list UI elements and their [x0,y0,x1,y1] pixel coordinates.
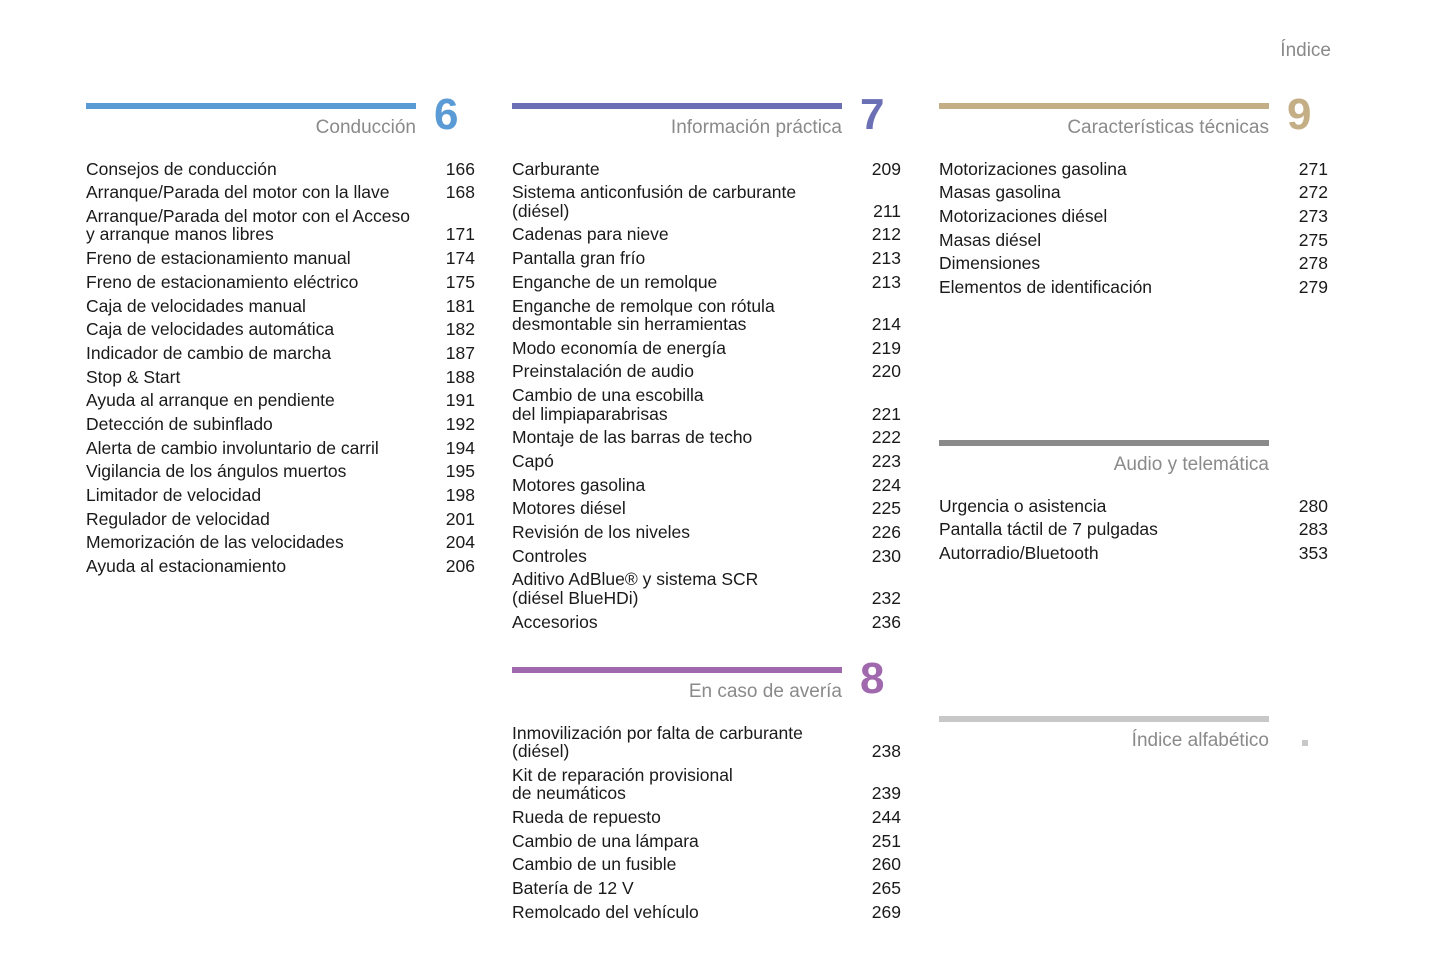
toc-entry-page: 278 [1298,253,1328,274]
section-color-bar [512,667,842,673]
toc-entry-label: Cadenas para nieve [512,224,669,245]
toc-entry-label: Carburante [512,158,600,179]
toc-entry[interactable] [86,341,475,365]
toc-entry-page: 251 [871,830,901,851]
toc-entry[interactable] [86,157,475,181]
section-title: Índice alfabético [1131,730,1269,751]
section-indice-alfabetico [939,716,1269,770]
toc-entry-page: 187 [445,342,475,363]
toc-entry-page: 230 [871,545,901,566]
toc-entry[interactable] [86,270,475,294]
toc-entry-label: Montaje de las barras de techo [512,427,753,448]
section-conduccion [86,90,475,578]
toc-entry[interactable] [939,518,1328,542]
toc-entry-page: 225 [871,498,901,519]
toc-entry-label: Controles [512,545,587,566]
toc-entry[interactable] [512,900,901,924]
toc-entry-page: 181 [445,295,475,316]
toc-entry-label: Accesorios [512,611,598,632]
toc-entry-label: Revisión de los niveles [512,522,691,543]
section-title: Características técnicas [1067,117,1269,138]
toc-entry[interactable] [86,318,475,342]
toc-entry-label: Inmovilización por falta de carburante (diésel) [512,722,803,762]
toc-entry-page: 232 [871,587,901,608]
toc-entry-label: Ayuda al arranque en pendiente [86,390,335,411]
toc-entry-label: Dimensiones [939,253,1041,274]
toc-entry[interactable] [86,412,475,436]
toc-entry-page: 206 [445,556,475,577]
toc-entry-page: 174 [445,248,475,269]
toc-entry[interactable] [86,389,475,413]
toc-entry-label: Limitador de velocidad [86,485,262,506]
toc-entry-page: 283 [1298,519,1328,540]
section-color-bar [86,103,416,109]
toc-entry-label: Regulador de velocidad [86,508,270,529]
toc-entry-page: 219 [871,337,901,358]
toc-entry[interactable] [512,876,901,900]
toc-entry[interactable] [86,181,475,205]
toc-entry[interactable] [86,460,475,484]
toc-entry-label: Elementos de identificación [939,277,1153,298]
toc-entry-label: Kit de reparación provisional de neumáticos [512,764,733,804]
section-color-bar [512,103,842,109]
toc-entry-page: 224 [871,474,901,495]
toc-entry[interactable] [86,294,475,318]
toc-entry-page: 212 [871,224,901,245]
toc-entry[interactable] [512,610,901,634]
toc-entry-page: 275 [1298,229,1328,250]
section-caracteristicas-tecnicas [939,90,1328,299]
entry-list [512,721,901,924]
toc-entry-page: 194 [445,437,475,458]
toc-entry-label: Sistema anticonfusión de carburante (diésel) [512,182,797,221]
toc-entry[interactable] [512,247,901,271]
toc-entry-page: 244 [871,806,901,827]
toc-entry-page: 182 [445,319,475,340]
toc-entry[interactable] [939,181,1328,205]
toc-entry[interactable] [86,555,475,579]
toc-entry[interactable] [512,270,901,294]
toc-entry-page: 238 [871,741,901,762]
toc-entry-label: Preinstalación de audio [512,361,694,382]
toc-entry[interactable] [86,247,475,271]
toc-entry[interactable] [512,426,901,450]
section-color-bar [939,440,1269,446]
toc-entry-page: 213 [871,248,901,269]
page-header-title: Índice [1280,40,1331,61]
toc-entry-page: 175 [445,271,475,292]
toc-entry[interactable] [86,436,475,460]
toc-entry-label: Capó [512,450,554,471]
toc-entry[interactable] [512,544,901,568]
toc-entry[interactable] [939,494,1328,518]
toc-entry-label: Arranque/Parada del motor con la llave [86,182,390,203]
section-title: Conducción [315,117,416,138]
toc-entry[interactable] [512,520,901,544]
toc-entry[interactable] [86,204,475,246]
toc-entry-label: Memorización de las velocidades [86,532,344,553]
toc-entry-label: Enganche de remolque con rótula desmontable sin herramientas [512,295,775,335]
section-title: En caso de avería [688,681,842,702]
toc-entry-page: 236 [871,611,901,632]
toc-entry-label: Pantalla gran frío [512,248,646,269]
toc-entry-page: 226 [871,522,901,543]
toc-entry-page: 188 [445,366,475,387]
toc-entry-label: Freno de estacionamiento manual [86,248,351,269]
toc-entry-label: Rueda de repuesto [512,806,661,827]
section-title: Información práctica [670,117,842,138]
toc-entry-page: 192 [445,413,475,434]
toc-entry-label: Arranque/Parada del motor con el Acceso y arranque manos libres [86,205,410,245]
toc-entry-page: 271 [1298,158,1328,179]
toc-entry-label: Freno de estacionamiento eléctrico [86,271,359,292]
toc-entry[interactable] [512,223,901,247]
square-marker-icon [1302,740,1308,746]
toc-entry[interactable] [512,568,901,610]
toc-entry-page: 272 [1298,182,1328,203]
toc-entry-label: Alerta de cambio involuntario de carril [86,437,379,458]
toc-entry-page: 260 [871,854,901,875]
toc-entry-label: Detección de subinflado [86,413,273,434]
section-informacion-practica [512,90,901,634]
toc-entry-page: 166 [445,158,475,179]
toc-entry-label: Batería de 12 V [512,878,634,899]
toc-entry-label: Enganche de un remolque [512,271,718,292]
toc-entry-label: Cambio de una escobilla del limpiaparabrisas [512,385,704,424]
toc-entry-page: 171 [445,224,475,245]
toc-entry-label: Masas gasolina [939,182,1061,203]
toc-entry[interactable] [512,497,901,521]
toc-entry-label: Caja de velocidades manual [86,295,306,316]
toc-entry-page: 223 [871,450,901,471]
entry-list [86,157,475,578]
toc-entry[interactable] [939,275,1328,299]
toc-entry-page: 273 [1298,205,1328,226]
toc-entry-page: 209 [871,158,901,179]
section-number: 8 [860,654,885,703]
toc-entry-label: Aditivo AdBlue® y sistema SCR (diésel BlueHDi) [512,569,759,608]
toc-entry-label: Cambio de un fusible [512,854,677,875]
toc-entry-label: Masas diésel [939,229,1042,250]
toc-entry[interactable] [512,157,901,181]
toc-entry[interactable] [512,294,901,336]
toc-entry[interactable] [512,829,901,853]
toc-entry[interactable] [512,384,901,426]
toc-entry[interactable] [939,252,1328,276]
toc-entry-label: Modo economía de energía [512,337,727,358]
section-number: 7 [860,90,885,139]
section-number: 6 [434,90,459,139]
toc-entry[interactable] [86,507,475,531]
toc-entry-page: 168 [445,182,475,203]
section-en-caso-de-averia [512,654,901,924]
toc-entry[interactable] [512,473,901,497]
section-color-bar [939,103,1269,109]
toc-entry[interactable] [939,228,1328,252]
toc-entry-page: 201 [445,508,475,529]
toc-entry[interactable] [939,204,1328,228]
toc-entry-page: 195 [445,461,475,482]
toc-entry-label: Urgencia o asistencia [939,495,1107,516]
toc-entry-label: Motorizaciones diésel [939,205,1108,226]
toc-entry[interactable] [86,483,475,507]
toc-entry[interactable] [512,721,901,763]
toc-entry-label: Autorradio/Bluetooth [939,542,1099,563]
toc-entry[interactable] [939,541,1328,565]
toc-entry[interactable] [512,181,901,223]
entry-list [939,494,1328,565]
toc-entry-page: 214 [871,314,901,335]
section-number: 9 [1287,90,1312,139]
toc-entry-label: Caja de velocidades automática [86,319,335,340]
toc-entry-page: 211 [873,200,901,221]
section-color-bar [939,716,1269,722]
toc-entry-page: 280 [1298,495,1328,516]
entry-list [512,157,901,634]
toc-entry[interactable] [512,360,901,384]
toc-entry-page: 279 [1298,277,1328,298]
section-title: Audio y telemática [1113,454,1269,475]
toc-entry[interactable] [512,805,901,829]
toc-entry-page: 353 [1298,542,1328,563]
toc-entry-page: 191 [445,390,475,411]
toc-entry-label: Pantalla táctil de 7 pulgadas [939,519,1158,540]
toc-entry-label: Remolcado del vehículo [512,901,699,922]
toc-entry-page: 198 [445,485,475,506]
toc-entry-label: Motores diésel [512,498,626,519]
toc-entry[interactable] [86,365,475,389]
toc-entry[interactable] [86,531,475,555]
toc-entry[interactable] [512,449,901,473]
toc-entry-label: Stop & Start [86,366,181,387]
toc-entry-page: 269 [871,901,901,922]
toc-entry-label: Consejos de conducción [86,158,277,179]
toc-entry-page: 204 [445,532,475,553]
toc-entry[interactable] [512,763,901,805]
toc-entry-page: 222 [871,427,901,448]
toc-entry-page: 265 [871,878,901,899]
toc-entry-page: 213 [871,271,901,292]
toc-entry[interactable] [512,853,901,877]
toc-entry-label: Motorizaciones gasolina [939,158,1127,179]
toc-entry-page: 221 [871,403,901,424]
toc-entry[interactable] [939,157,1328,181]
toc-entry-label: Motores gasolina [512,474,646,495]
toc-entry-page: 220 [871,361,901,382]
toc-entry-label: Vigilancia de los ángulos muertos [86,461,347,482]
toc-entry-page: 239 [871,783,901,804]
toc-entry[interactable] [512,336,901,360]
toc-entry-label: Ayuda al estacionamiento [86,556,287,577]
entry-list [939,157,1328,299]
section-audio-telematica [939,440,1328,565]
toc-entry-label: Indicador de cambio de marcha [86,342,332,363]
toc-entry-label: Cambio de una lámpara [512,830,699,851]
